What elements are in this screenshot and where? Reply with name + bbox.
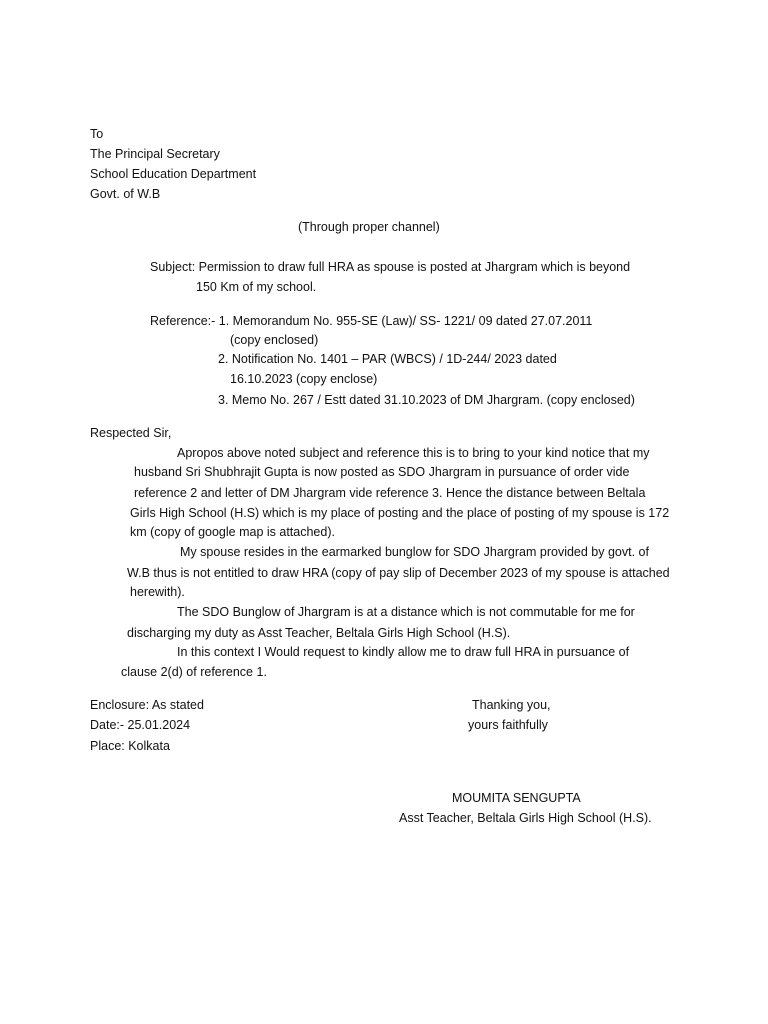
body-p2-line-1: My spouse resides in the earmarked bunglow for SDO Jhargram provided by govt. of <box>180 545 649 559</box>
body-p1-line-1: Apropos above noted subject and reference this is to bring to your kind notice that my <box>177 446 650 460</box>
body-p2-line-2: W.B thus is not entitled to draw HRA (copy of pay slip of December 2023 of my spouse is attached <box>127 566 670 580</box>
body-p1-line-5: km (copy of google map is attached). <box>130 525 335 539</box>
salutation: Respected Sir, <box>90 426 172 440</box>
addressee-line-2: School Education Department <box>90 167 257 181</box>
enclosure: Enclosure: As stated <box>90 698 204 712</box>
addressee-line-3: Govt. of W.B <box>90 187 161 201</box>
body-p4-line-1: In this context I Would request to kindly allow me to draw full HRA in pursuance of <box>177 645 630 659</box>
body-p2-line-3: herewith). <box>130 585 185 599</box>
reference-line-1b: (copy enclosed) <box>230 333 319 347</box>
letter-date: Date:- 25.01.2024 <box>90 718 191 732</box>
signatory-designation: Asst Teacher, Beltala Girls High School (H.S). <box>399 811 652 825</box>
letter-place: Place: Kolkata <box>90 739 170 753</box>
channel-note: (Through proper channel) <box>298 220 440 234</box>
addressee-line-1: The Principal Secretary <box>90 147 220 161</box>
body-p3-line-2: discharging my duty as Asst Teacher, Beltala Girls High School (H.S). <box>127 626 511 640</box>
subject-line-1: Subject: Permission to draw full HRA as spouse is posted at Jhargram which is beyond <box>150 260 631 274</box>
body-p1-line-4: Girls High School (H.S) which is my place of posting and the place of posting of my spouse is 172 <box>130 506 670 520</box>
reference-line-3: 3. Memo No. 267 / Estt dated 31.10.2023 of DM Jhargram. (copy enclosed) <box>218 393 635 407</box>
body-p3-line-1: The SDO Bunglow of Jhargram is at a distance which is not commutable for me for <box>177 605 635 619</box>
closing-thanking: Thanking you, <box>472 698 551 712</box>
reference-line-1: Reference:- 1. Memorandum No. 955-SE (Law)/ SS- 1221/ 09 dated 27.07.2011 <box>150 314 593 328</box>
body-p1-line-2: husband Sri Shubhrajit Gupta is now posted as SDO Jhargram in pursuance of order vide <box>134 465 630 479</box>
reference-line-2: 2. Notification No. 1401 – PAR (WBCS) / 1D-244/ 2023 dated <box>218 352 557 366</box>
body-p1-line-3: reference 2 and letter of DM Jhargram vide reference 3. Hence the distance between Beltala <box>134 486 646 500</box>
reference-line-2b: 16.10.2023 (copy enclose) <box>230 372 378 386</box>
addressee-to: To <box>90 127 104 141</box>
signatory-name: MOUMITA SENGUPTA <box>452 791 581 805</box>
body-p4-line-2: clause 2(d) of reference 1. <box>121 665 267 679</box>
closing-yours: yours faithfully <box>468 718 548 732</box>
subject-line-2: 150 Km of my school. <box>196 280 317 294</box>
